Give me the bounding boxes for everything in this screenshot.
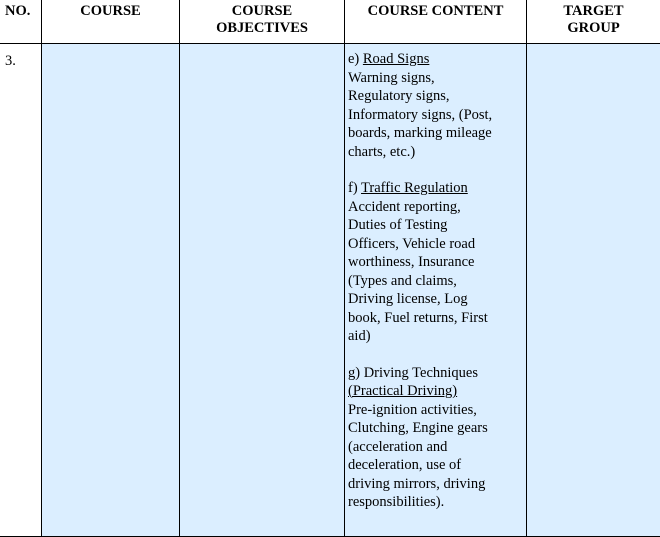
header-course-content: COURSE CONTENT [345,0,527,44]
header-target-line2: GROUP [567,20,619,36]
road-signs-line: boards, marking mileage [348,124,522,143]
course-content-cell [345,44,527,537]
road-signs-line: Warning signs, [348,69,522,88]
traffic-regulation-line: (Types and claims, [348,272,522,291]
header-course-objectives [180,0,345,44]
road-signs-line: Informatory signs, (Post, [348,106,522,125]
traffic-regulation-line: worthiness, Insurance [348,253,522,272]
driving-techniques-line: deceleration, use of [348,456,522,475]
header-objectives-line1: COURSE [232,3,292,19]
traffic-regulation-line: Accident reporting, [348,198,522,217]
header-objectives-line2: OBJECTIVES [216,20,308,36]
header-row [0,0,660,44]
course-cell [42,44,180,537]
road-signs-line: Regulatory signs, [348,87,522,106]
section-road-signs [348,50,522,161]
traffic-regulation-heading: f) Traffic Regulation [348,179,522,198]
traffic-regulation-line: aid) [348,327,522,346]
driving-techniques-line: driving mirrors, driving [348,475,522,494]
objectives-cell [180,44,345,537]
traffic-regulation-title: Traffic Regulation [361,180,468,196]
driving-techniques-line: Clutching, Engine gears [348,419,522,438]
road-signs-title: Road Signs [363,51,429,67]
target-group-cell [527,44,660,537]
traffic-regulation-line: Driving license, Log [348,290,522,309]
header-no: NO. [0,0,42,44]
driving-techniques-line: responsibilities). [348,493,522,512]
driving-techniques-title: g) Driving Techniques [348,364,522,383]
road-signs-line: charts, etc.) [348,143,522,162]
driving-techniques-line: Pre-ignition activities, [348,401,522,420]
driving-techniques-subtitle: (Practical Driving) [348,382,522,401]
row-number: 3. [0,44,42,537]
header-target-line1: TARGET [563,3,623,19]
traffic-regulation-line: book, Fuel returns, First [348,309,522,328]
traffic-regulation-line: Duties of Testing [348,216,522,235]
table-row [0,44,660,537]
section-driving-techniques [348,364,522,512]
section-traffic-regulation [348,179,522,346]
road-signs-heading: e) Road Signs [348,50,522,69]
driving-techniques-line: (acceleration and [348,438,522,457]
traffic-regulation-line: Officers, Vehicle road [348,235,522,254]
header-course: COURSE [42,0,180,44]
header-target-group [527,0,660,44]
